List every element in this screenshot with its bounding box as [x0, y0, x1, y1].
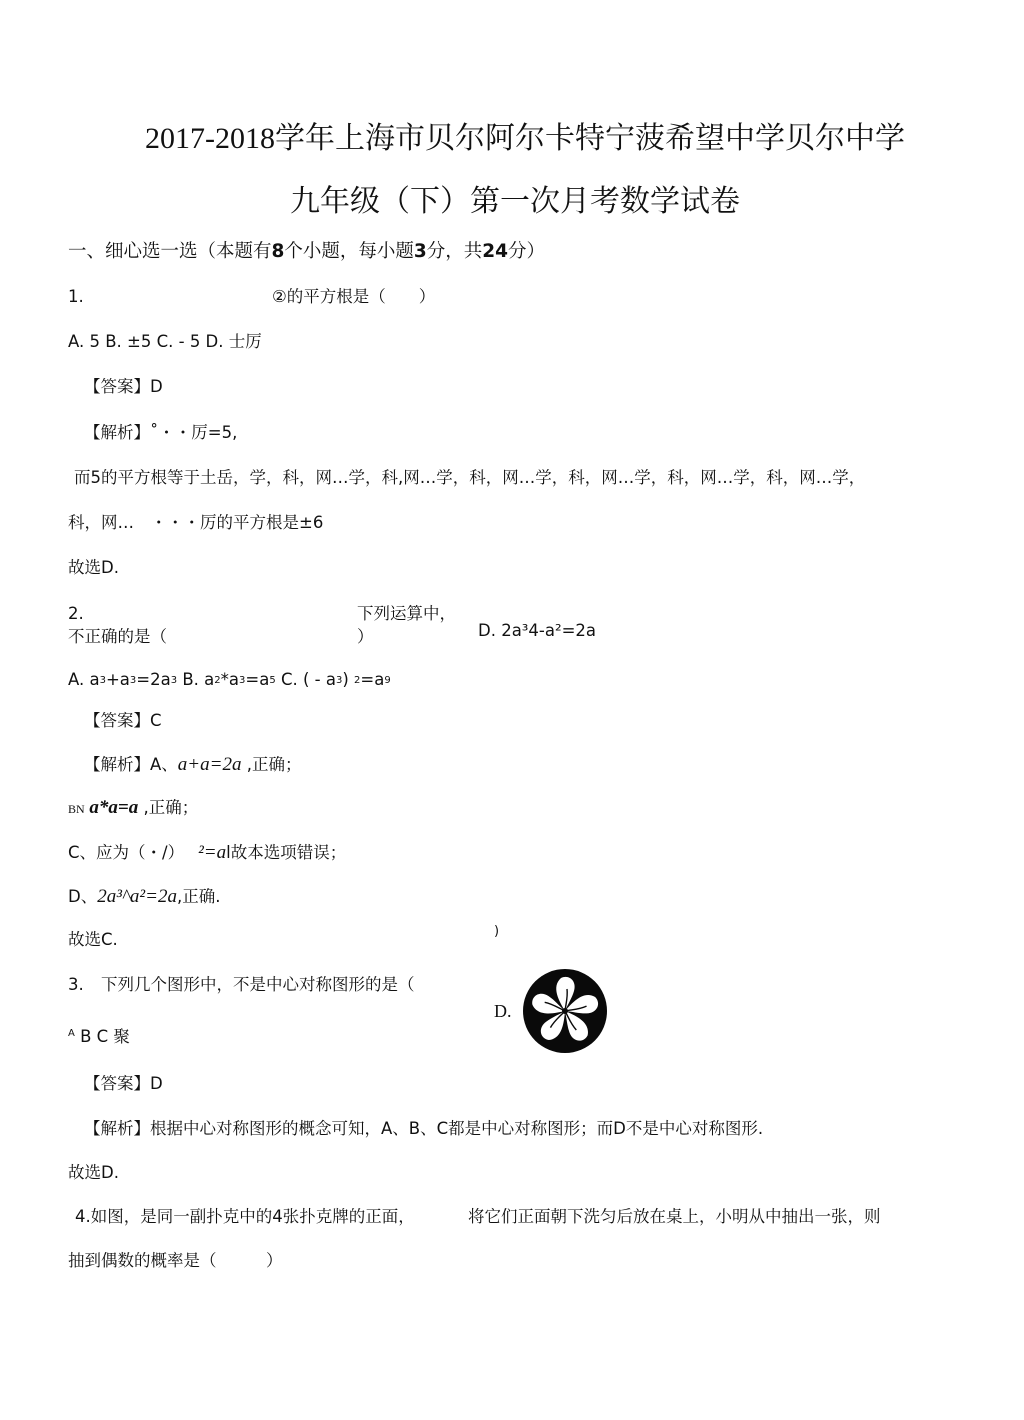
q2-analysis-d-tail: ,正确. [176, 887, 221, 906]
q1-options: A. 5 B. ±5 C. - 5 D. 士厉 [68, 332, 262, 351]
q2-analysis-c-tail: l故本选项错误； [226, 843, 347, 862]
q1-stem: ②的平方根是（ ） [272, 287, 436, 306]
q3-analysis: 【解析】根据中心对称图形的概念可知，A、B、C都是中心对称图形；而D不是中心对称图形. [84, 1119, 764, 1138]
q2-opt-a-exp1: 3 [99, 675, 106, 686]
q2-opt-a-exp2: 3 [129, 675, 137, 686]
doc-title-line1: 2017-2018学年上海市贝尔阿尔卡特宁菠希望中学贝尔中学 [145, 122, 905, 155]
section-text-3: 分，共 [426, 241, 483, 262]
q2-analysis-c [68, 843, 346, 864]
q2-opt-b-exp2: 3 [239, 675, 246, 686]
q2-stem-a: 下列运算中， [357, 604, 456, 623]
q2-opt-c-exp3: 9 [384, 675, 391, 686]
q2-answer: 【答案】C [84, 711, 162, 730]
section-count: 8 [271, 241, 285, 262]
q1-analysis-line3: 科，网… ・・・厉的平方根是±6 [68, 513, 324, 532]
bauhinia-flower-icon [522, 968, 608, 1054]
q2-analysis-d [68, 887, 220, 908]
q2-analysis-a-math: a+a=2a [177, 754, 242, 775]
q2-stray-paren: ) [494, 924, 500, 939]
q2-opt-c-text3: =a [360, 670, 385, 689]
section-text-1: 一、细心选一选（本题有 [68, 241, 272, 262]
q2-opt-b-exp3: 5 [269, 675, 276, 686]
q2-opt-c-exp1: 3 [335, 675, 343, 686]
q2-opt-a-text3: =2a [136, 670, 171, 689]
q2-opt-b-text: B. a [177, 670, 215, 689]
q2-opt-b-text2: *a [220, 670, 240, 689]
q3-conclusion: 故选D. [68, 1163, 119, 1182]
q2-option-d: D. 2a³4-a²=2a [478, 621, 597, 640]
q2-conclusion: 故选C. [68, 930, 118, 949]
q2-analysis-d-label: D、 [68, 887, 98, 906]
q3-number: 3. [68, 975, 84, 994]
doc-title-line2: 九年级（下）第一次月考数学试卷 [290, 185, 740, 218]
q2-analysis-b-tail: ,正确； [138, 798, 199, 817]
section-points-total: 24 [482, 241, 509, 262]
q1-conclusion: 故选D. [68, 558, 119, 577]
q2-analysis-c-label: C、应为（・/） [68, 843, 185, 862]
q2-stem-c: ） [357, 627, 374, 646]
section-text-4: 分） [508, 241, 546, 262]
section-text-2: 个小题，每小题 [284, 241, 414, 262]
q2-number: 2. [68, 604, 84, 623]
q2-opt-a-text: A. a [68, 670, 100, 689]
q2-analysis-a-tail: ,正确； [241, 755, 302, 774]
q2-opt-a-exp3: 3 [170, 675, 178, 686]
q1-analysis-line2: 而5的平方根等于土岳，学，科，网…学，科,网…学，科，网…学，科，网…学，科，网…学，科，网…学， [74, 468, 866, 487]
q2-opt-b-exp1: 2 [214, 675, 221, 686]
q1-answer: 【答案】D [84, 377, 163, 396]
q2-analysis-b-math: a*a=a [84, 797, 139, 818]
q2-opt-c-text: C. ( - a [275, 670, 336, 689]
q2-options [68, 671, 391, 689]
q2-analysis-c-math: ²=a [198, 842, 227, 863]
q2-opt-a-text2: +a [105, 670, 130, 689]
q3-stem: 下列几个图形中，不是中心对称图形的是（ [101, 975, 415, 994]
q3-answer: 【答案】D [84, 1074, 163, 1093]
q1-analysis-line1: 【解析】˚・・厉=5, [84, 423, 238, 442]
q3-options [68, 1028, 130, 1046]
q3-option-d-label: D. [494, 1001, 512, 1021]
q2-opt-c-text2: ) [342, 670, 355, 689]
q3-options-text: B C 聚 [74, 1027, 130, 1046]
q4-stem-line2: 抽到偶数的概率是（ ） [68, 1251, 283, 1270]
q1-number: 1. [68, 287, 84, 306]
q2-analysis-a-label: 【解析】A、 [84, 755, 178, 774]
q2-stem-b: 不正确的是（ [68, 627, 167, 646]
q4-stem-part2: 将它们正面朝下洗匀后放在桌上，小明从中抽出一张，则 [468, 1207, 881, 1226]
q2-analysis-a [84, 755, 301, 776]
q2-opt-c-exp2: 2 [354, 675, 361, 686]
q4-stem-part1: 4.如图，是同一副扑克中的4张扑克牌的正面， [75, 1207, 415, 1226]
q2-analysis-b [68, 798, 198, 819]
section-points-each: 3 [413, 241, 427, 262]
q2-analysis-d-math: 2a³^a²=2a [97, 886, 177, 907]
section-heading [68, 242, 545, 262]
q2-analysis-b-label: BN [68, 802, 85, 816]
q2-opt-b-text3: =a [245, 670, 270, 689]
q3-option-a-label: A [68, 1028, 75, 1039]
